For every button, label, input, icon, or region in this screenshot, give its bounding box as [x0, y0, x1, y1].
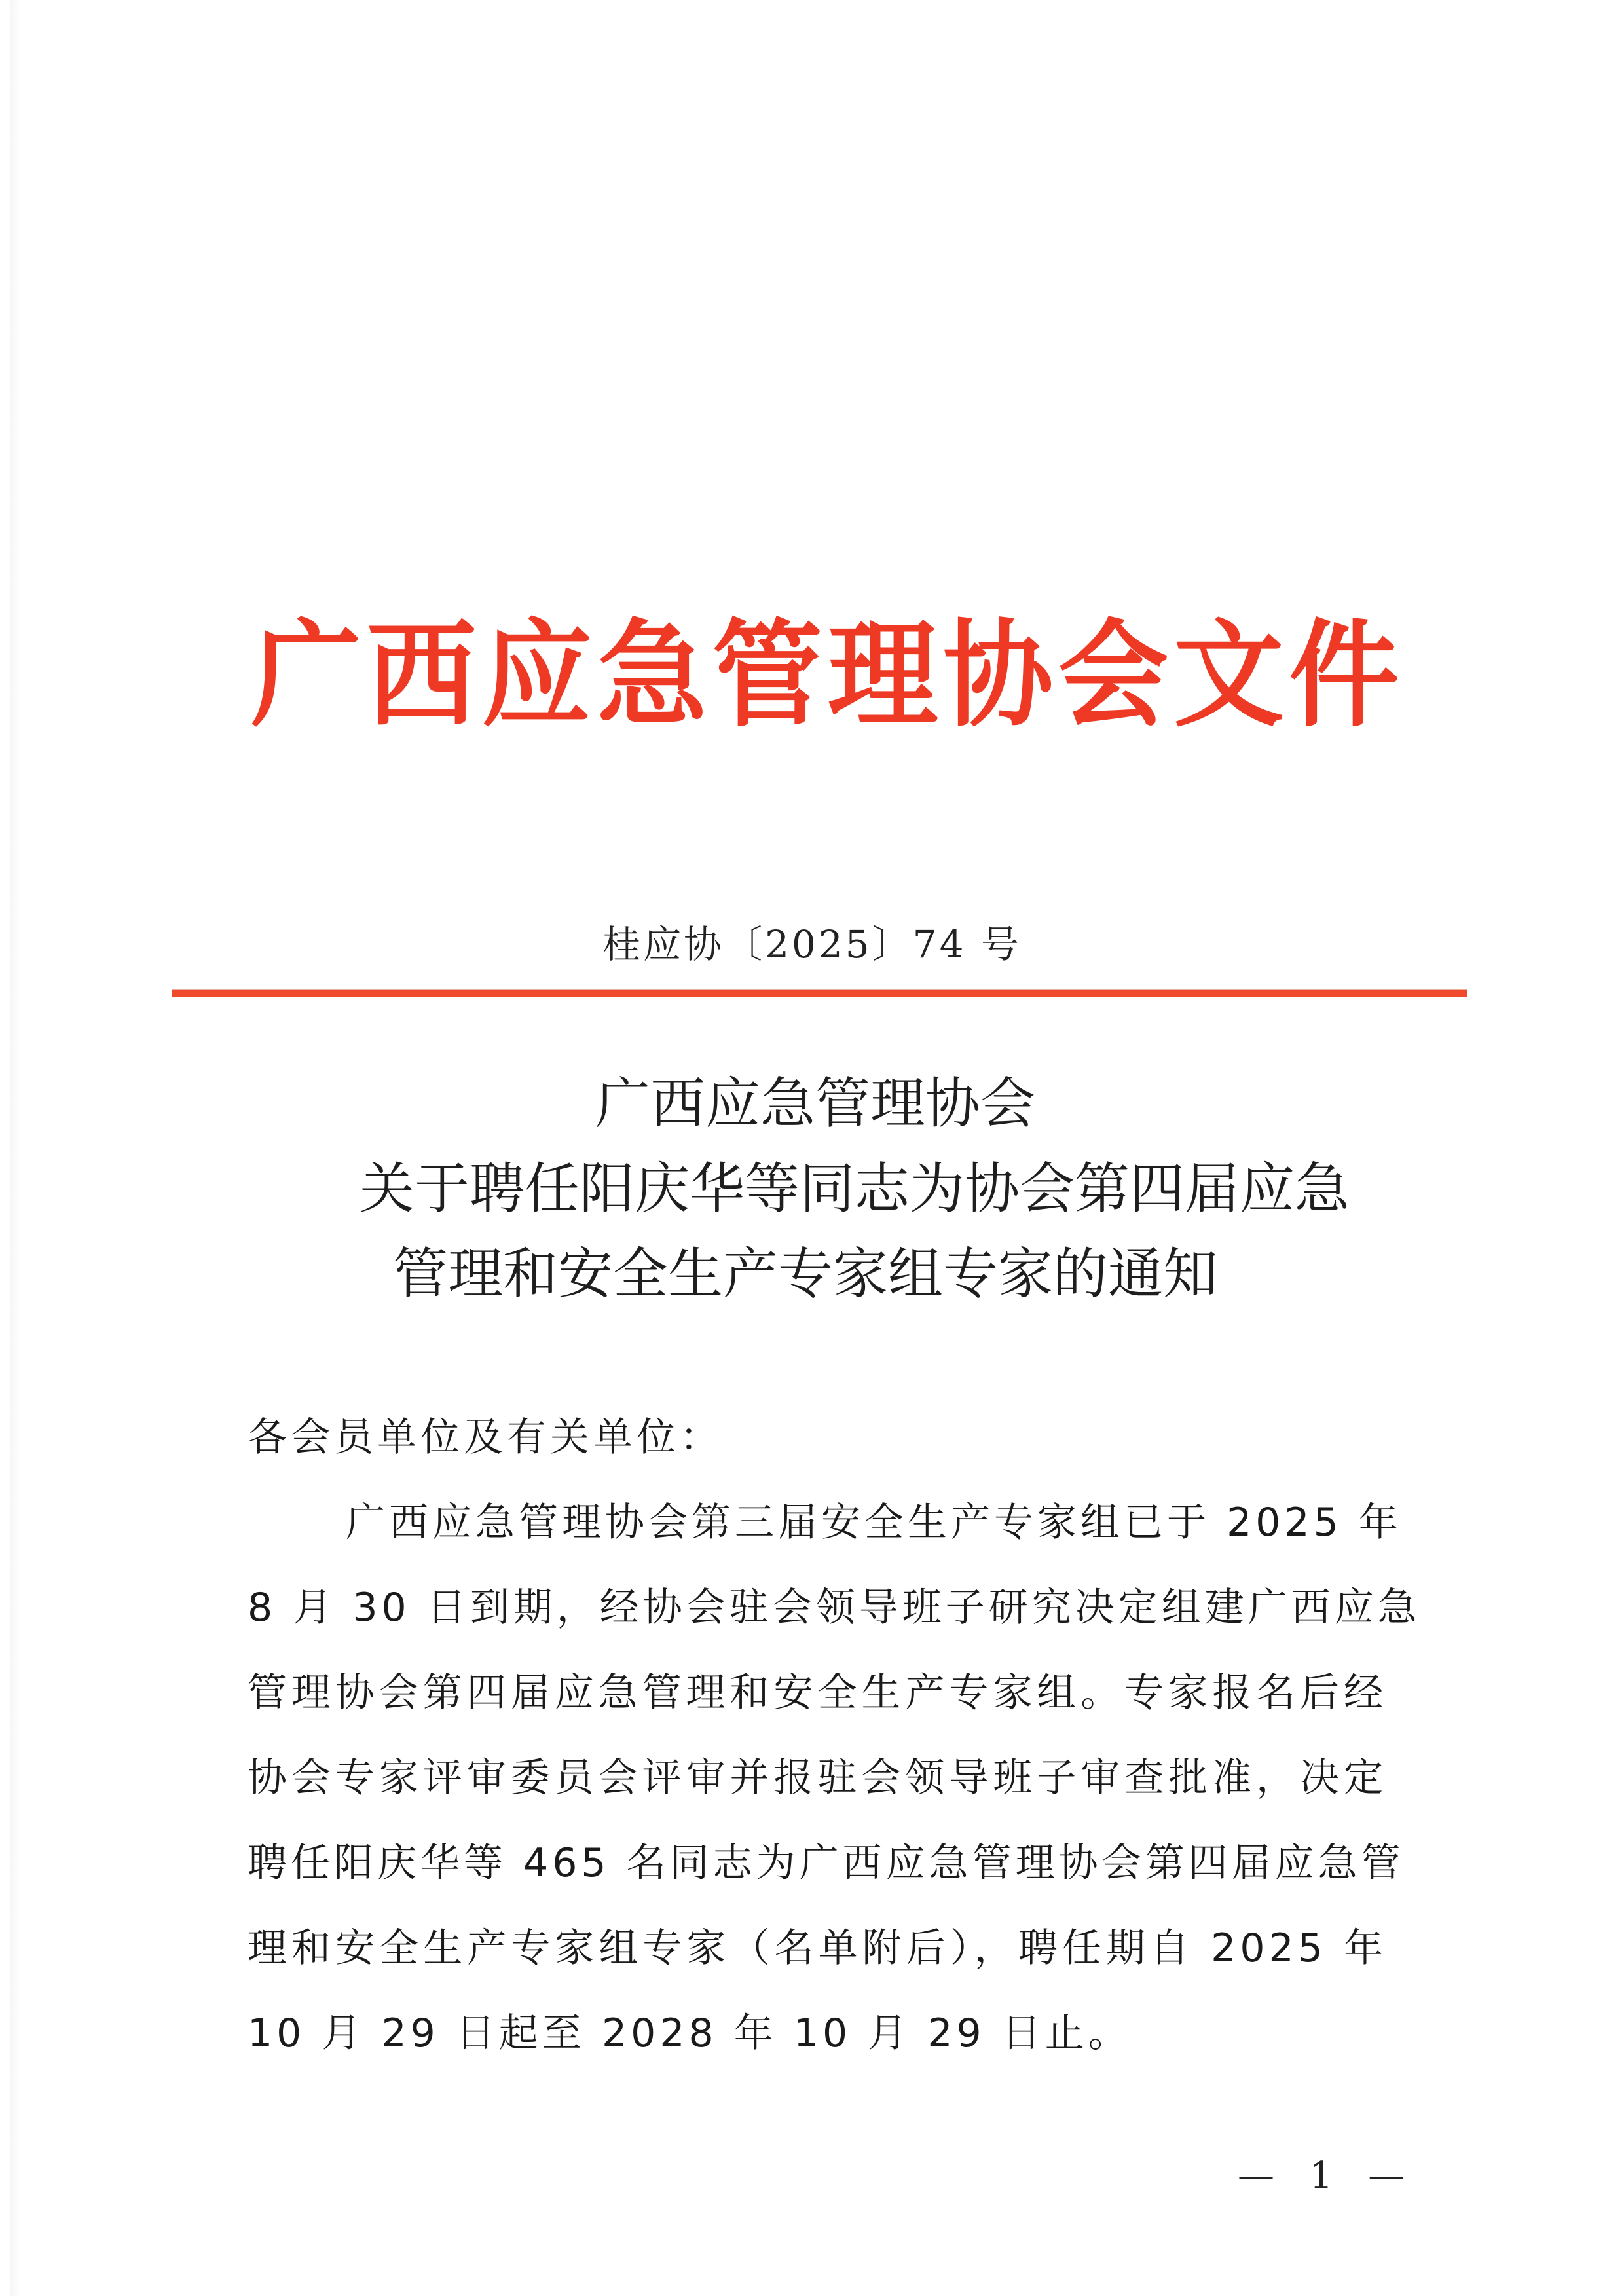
body-line: 协会专家评审委员会评审并报驻会领导班子审查批准，决定: [248, 1755, 1387, 1801]
page-number: — 1 —: [1238, 2155, 1417, 2197]
body-line: 管理协会第四届应急管理和安全生产专家组。专家报名后经: [248, 1670, 1387, 1716]
masthead-title: [249, 606, 1401, 743]
masthead-char: 协: [943, 606, 1054, 743]
body-line: 理和安全生产专家组专家（名单附后），聘任期自 2025 年: [248, 1925, 1387, 1971]
document-title: [0, 1061, 1624, 1316]
masthead-char: 管: [712, 606, 822, 743]
masthead-char: 应: [481, 606, 592, 743]
body-line: 8 月 30 日到期，经协会驻会领导班子研究决定组建广西应急: [248, 1585, 1421, 1631]
masthead-char: 件: [1289, 606, 1399, 743]
masthead-char: 急: [597, 606, 707, 743]
masthead-char: 理: [828, 606, 938, 743]
title-line-3: 管理和安全生产专家组专家的通知: [392, 1242, 1218, 1306]
title-line-1: 广西应急管理协会: [595, 1071, 1035, 1136]
masthead-char: 广: [251, 606, 361, 743]
masthead-char: 会: [1058, 606, 1169, 743]
body-line: 10 月 29 日起至 2028 年 10 月 29 日止。: [248, 2010, 1132, 2056]
body-line: 广西应急管理协会第三届安全生产专家组已于 2025 年: [346, 1500, 1402, 1546]
document-number: 桂应协〔2025〕74 号: [602, 922, 1022, 967]
red-divider-rule: [172, 989, 1467, 997]
body-line: 聘任阳庆华等 465 名同志为广西应急管理协会第四届应急管: [248, 1840, 1405, 1886]
salutation: 各会员单位及有关单位：: [248, 1415, 723, 1460]
masthead-char: 文: [1173, 606, 1284, 743]
title-line-2: 关于聘任阳庆华等同志为协会第四届应急: [359, 1157, 1350, 1221]
document-body: [248, 1395, 1421, 2076]
masthead-char: 西: [366, 606, 477, 743]
